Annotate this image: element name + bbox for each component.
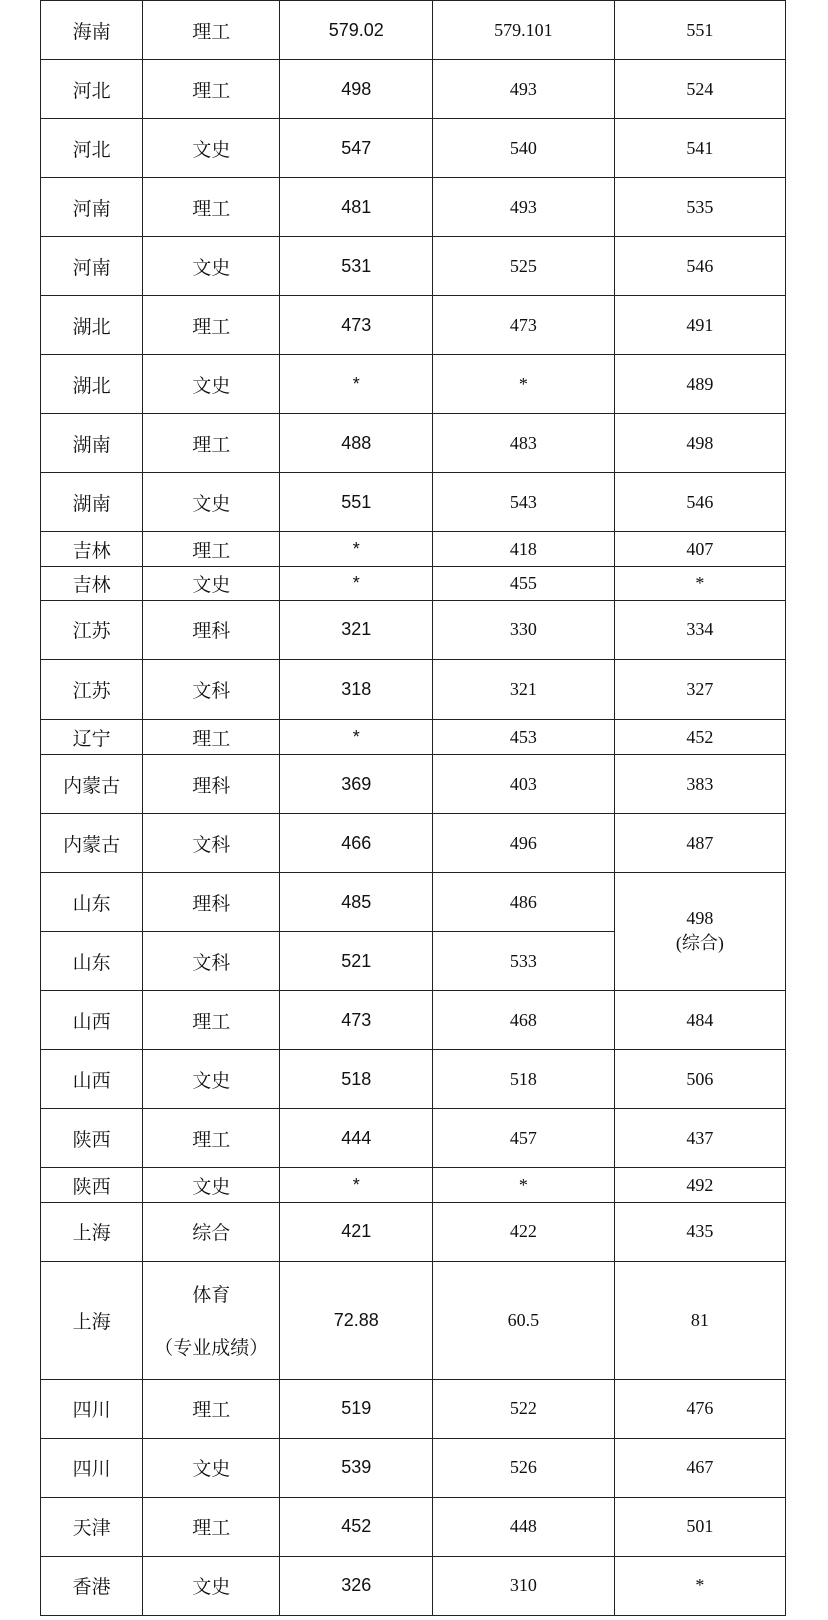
score-cell: 493 <box>433 60 615 119</box>
score-cell: 496 <box>433 814 615 873</box>
table-row <box>41 1109 786 1168</box>
table-row <box>41 1202 786 1261</box>
province-cell: 香港 <box>41 1556 143 1615</box>
score-cell: * <box>280 719 433 754</box>
table-row <box>41 1497 786 1556</box>
category-cell: 理工 <box>143 1 280 60</box>
score-cell: 327 <box>614 659 785 719</box>
score-cell: 551 <box>280 473 433 532</box>
score-cell: 488 <box>280 414 433 473</box>
province-cell: 四川 <box>41 1379 143 1438</box>
score-cell: 541 <box>614 119 785 178</box>
table-row <box>41 414 786 473</box>
category-cell <box>143 1261 280 1379</box>
province-cell: 吉林 <box>41 532 143 566</box>
score-cell: 484 <box>614 991 785 1050</box>
merged-score-cell <box>614 873 785 991</box>
score-cell: 526 <box>433 1438 615 1497</box>
category-cell: 理工 <box>143 296 280 355</box>
score-cell: 543 <box>433 473 615 532</box>
province-cell: 山东 <box>41 873 143 932</box>
score-cell: 444 <box>280 1109 433 1168</box>
table-row <box>41 1379 786 1438</box>
score-cell: 467 <box>614 1438 785 1497</box>
score-cell: 403 <box>433 755 615 814</box>
table-row <box>41 1261 786 1379</box>
score-cell: 551 <box>614 1 785 60</box>
score-cell: 437 <box>614 1109 785 1168</box>
province-cell: 湖北 <box>41 296 143 355</box>
category-cell: 理工 <box>143 532 280 566</box>
province-cell: 山西 <box>41 1050 143 1109</box>
table-row <box>41 532 786 566</box>
table-row <box>41 1050 786 1109</box>
table-row <box>41 473 786 532</box>
score-cell: 473 <box>433 296 615 355</box>
province-cell: 河北 <box>41 119 143 178</box>
score-cell: 321 <box>433 659 615 719</box>
score-cell: 498 <box>280 60 433 119</box>
score-cell: * <box>280 566 433 600</box>
score-cell: 455 <box>433 566 615 600</box>
score-cell: 476 <box>614 1379 785 1438</box>
category-cell: 理工 <box>143 719 280 754</box>
score-cell: 369 <box>280 755 433 814</box>
score-cell: 481 <box>280 178 433 237</box>
category-cell: 文史 <box>143 1050 280 1109</box>
category-cell: 文史 <box>143 1168 280 1202</box>
province-cell: 湖北 <box>41 355 143 414</box>
category-cell: 理工 <box>143 178 280 237</box>
score-cell: 498 <box>614 414 785 473</box>
score-cell: 518 <box>433 1050 615 1109</box>
province-cell: 河南 <box>41 237 143 296</box>
category-cell: 理工 <box>143 1109 280 1168</box>
province-cell: 四川 <box>41 1438 143 1497</box>
score-cell: 489 <box>614 355 785 414</box>
category-cell: 文科 <box>143 659 280 719</box>
score-cell: 487 <box>614 814 785 873</box>
score-cell: 518 <box>280 1050 433 1109</box>
province-cell: 陕西 <box>41 1109 143 1168</box>
category-cell: 文史 <box>143 566 280 600</box>
score-cell: 334 <box>614 600 785 659</box>
score-cell: 421 <box>280 1202 433 1261</box>
table-row <box>41 1438 786 1497</box>
table-row <box>41 719 786 754</box>
score-cell: 535 <box>614 178 785 237</box>
category-line: 体育 <box>192 1285 231 1307</box>
score-cell: * <box>433 1168 615 1202</box>
score-cell: 81 <box>614 1261 785 1379</box>
score-cell: 531 <box>280 237 433 296</box>
category-note: （专业成绩） <box>154 1338 269 1360</box>
province-cell: 河北 <box>41 60 143 119</box>
score-cell: 525 <box>433 237 615 296</box>
merged-score-value: 498 <box>686 908 714 929</box>
score-cell: * <box>280 532 433 566</box>
score-cell: 321 <box>280 600 433 659</box>
table-row <box>41 873 786 932</box>
province-cell: 上海 <box>41 1202 143 1261</box>
score-cell: 60.5 <box>433 1261 615 1379</box>
score-cell: 501 <box>614 1497 785 1556</box>
score-cell: 486 <box>433 873 615 932</box>
province-cell: 山西 <box>41 991 143 1050</box>
score-cell: 579.101 <box>433 1 615 60</box>
province-cell: 天津 <box>41 1497 143 1556</box>
score-cell: 539 <box>280 1438 433 1497</box>
category-cell: 文史 <box>143 355 280 414</box>
score-cell: 473 <box>280 296 433 355</box>
score-cell: * <box>280 355 433 414</box>
category-cell: 文史 <box>143 1556 280 1615</box>
score-cell: 310 <box>433 1556 615 1615</box>
score-cell: 491 <box>614 296 785 355</box>
province-cell: 辽宁 <box>41 719 143 754</box>
score-cell: 521 <box>280 932 433 991</box>
category-cell: 理科 <box>143 755 280 814</box>
score-cell: 453 <box>433 719 615 754</box>
province-cell: 内蒙古 <box>41 814 143 873</box>
score-cell: 422 <box>433 1202 615 1261</box>
category-cell: 理工 <box>143 414 280 473</box>
table-row <box>41 814 786 873</box>
category-cell: 文史 <box>143 473 280 532</box>
score-cell: 485 <box>280 873 433 932</box>
score-cell: 418 <box>433 532 615 566</box>
scores-table <box>40 0 786 1616</box>
table-row <box>41 119 786 178</box>
table-row <box>41 1556 786 1615</box>
table-row <box>41 60 786 119</box>
score-cell: 326 <box>280 1556 433 1615</box>
province-cell: 湖南 <box>41 414 143 473</box>
score-cell: 473 <box>280 991 433 1050</box>
score-cell: 522 <box>433 1379 615 1438</box>
table-row <box>41 566 786 600</box>
category-cell: 文史 <box>143 237 280 296</box>
score-cell: 457 <box>433 1109 615 1168</box>
table-row <box>41 991 786 1050</box>
score-cell: 318 <box>280 659 433 719</box>
category-cell: 理科 <box>143 600 280 659</box>
province-cell: 内蒙古 <box>41 755 143 814</box>
category-cell: 综合 <box>143 1202 280 1261</box>
score-cell: 452 <box>280 1497 433 1556</box>
table-row <box>41 296 786 355</box>
category-cell: 理工 <box>143 60 280 119</box>
score-cell: 492 <box>614 1168 785 1202</box>
province-cell: 江苏 <box>41 600 143 659</box>
table-row <box>41 355 786 414</box>
score-cell: 546 <box>614 237 785 296</box>
province-cell: 吉林 <box>41 566 143 600</box>
category-cell: 文科 <box>143 932 280 991</box>
score-cell: 407 <box>614 532 785 566</box>
score-cell: 533 <box>433 932 615 991</box>
province-cell: 山东 <box>41 932 143 991</box>
score-cell: 468 <box>433 991 615 1050</box>
table-row <box>41 755 786 814</box>
province-cell: 陕西 <box>41 1168 143 1202</box>
table-row <box>41 1168 786 1202</box>
score-cell: * <box>614 1556 785 1615</box>
score-cell: 452 <box>614 719 785 754</box>
score-cell: 435 <box>614 1202 785 1261</box>
province-cell: 湖南 <box>41 473 143 532</box>
table-row <box>41 237 786 296</box>
score-cell: 519 <box>280 1379 433 1438</box>
table-row <box>41 1 786 60</box>
score-cell: 493 <box>433 178 615 237</box>
score-cell: 448 <box>433 1497 615 1556</box>
score-cell: 72.88 <box>280 1261 433 1379</box>
score-cell: 466 <box>280 814 433 873</box>
score-cell: 546 <box>614 473 785 532</box>
score-cell: * <box>433 355 615 414</box>
table-row <box>41 178 786 237</box>
province-cell: 上海 <box>41 1261 143 1379</box>
score-cell: * <box>614 566 785 600</box>
table-row <box>41 659 786 719</box>
category-cell: 理工 <box>143 1497 280 1556</box>
category-cell: 文史 <box>143 119 280 178</box>
score-cell: 524 <box>614 60 785 119</box>
score-cell: 330 <box>433 600 615 659</box>
score-cell: * <box>280 1168 433 1202</box>
score-cell: 579.02 <box>280 1 433 60</box>
category-cell: 理工 <box>143 1379 280 1438</box>
merged-score-note: (综合) <box>675 933 724 954</box>
province-cell: 河南 <box>41 178 143 237</box>
score-cell: 483 <box>433 414 615 473</box>
province-cell: 海南 <box>41 1 143 60</box>
category-cell: 理工 <box>143 991 280 1050</box>
province-cell: 江苏 <box>41 659 143 719</box>
category-cell: 文科 <box>143 814 280 873</box>
score-cell: 540 <box>433 119 615 178</box>
score-cell: 506 <box>614 1050 785 1109</box>
score-cell: 383 <box>614 755 785 814</box>
table-row <box>41 600 786 659</box>
category-cell: 理科 <box>143 873 280 932</box>
category-cell: 文史 <box>143 1438 280 1497</box>
score-cell: 547 <box>280 119 433 178</box>
